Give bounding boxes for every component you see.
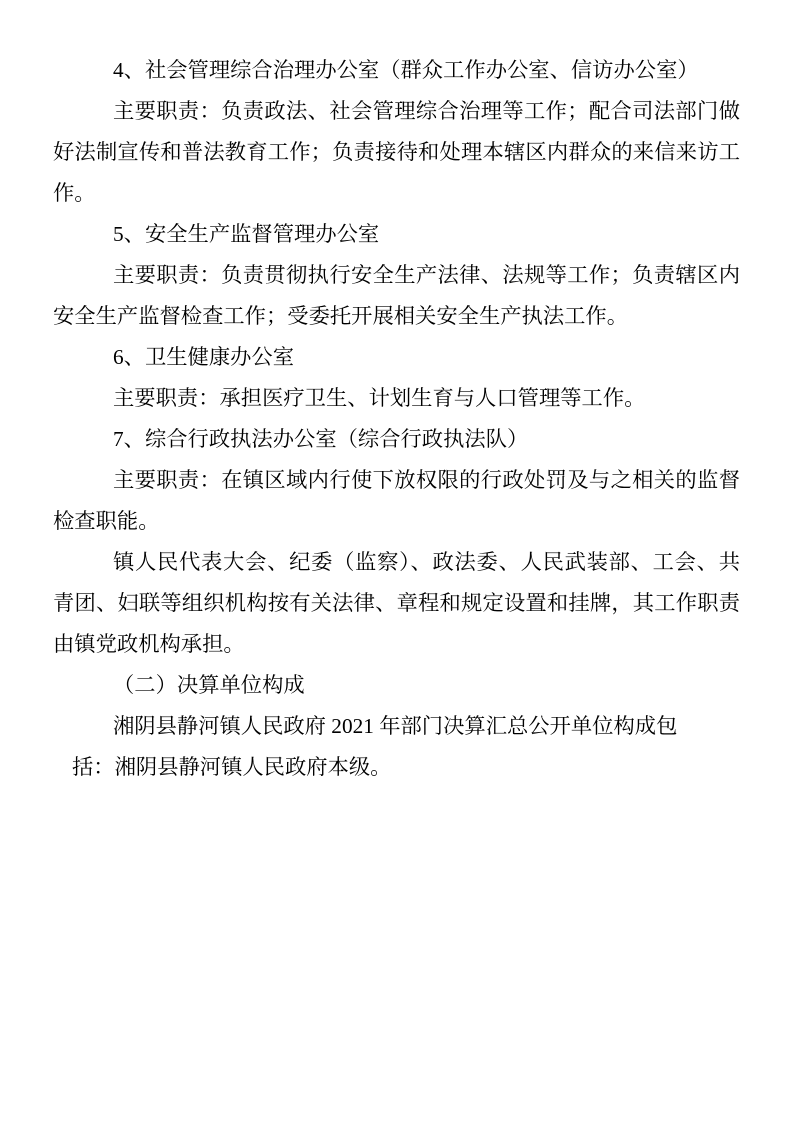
document-body <box>53 50 740 788</box>
paragraph: 主要职责：负责贯彻执行安全生产法律、法规等工作；负责辖区内安全生产监督检查工作；受委托开展相关安全生产执法工作。 <box>53 263 740 328</box>
paragraph: 主要职责：承担医疗卫生、计划生育与人口管理等工作。 <box>113 386 646 410</box>
paragraph: 括：湘阴县静河镇人民政府本级。 <box>72 755 392 779</box>
paragraph: 主要职责：在镇区域内行使下放权限的行政处罚及与之相关的监督检查职能。 <box>53 468 740 533</box>
paragraph: 镇人民代表大会、纪委（监察）、政法委、人民武装部、工会、共青团、妇联等组织机构按有关法律、章程和规定设置和挂牌，其工作职责由镇党政机构承担。 <box>53 550 740 656</box>
paragraph: 7、综合行政执法办公室（综合行政执法队） <box>113 427 529 451</box>
paragraph: 6、卫生健康办公室 <box>113 345 295 369</box>
paragraph: 湘阴县静河镇人民政府 2021 年部门决算汇总公开单位构成包 <box>113 714 678 738</box>
paragraph: 4、社会管理综合治理办公室（群众工作办公室、信访办公室） <box>113 58 699 82</box>
paragraph: （二）决算单位构成 <box>113 673 305 697</box>
paragraph: 5、安全生产监督管理办公室 <box>113 222 380 246</box>
paragraph: 主要职责：负责政法、社会管理综合治理等工作；配合司法部门做好法制宣传和普法教育工作；负责接待和处理本辖区内群众的来信来访工作。 <box>53 99 740 205</box>
